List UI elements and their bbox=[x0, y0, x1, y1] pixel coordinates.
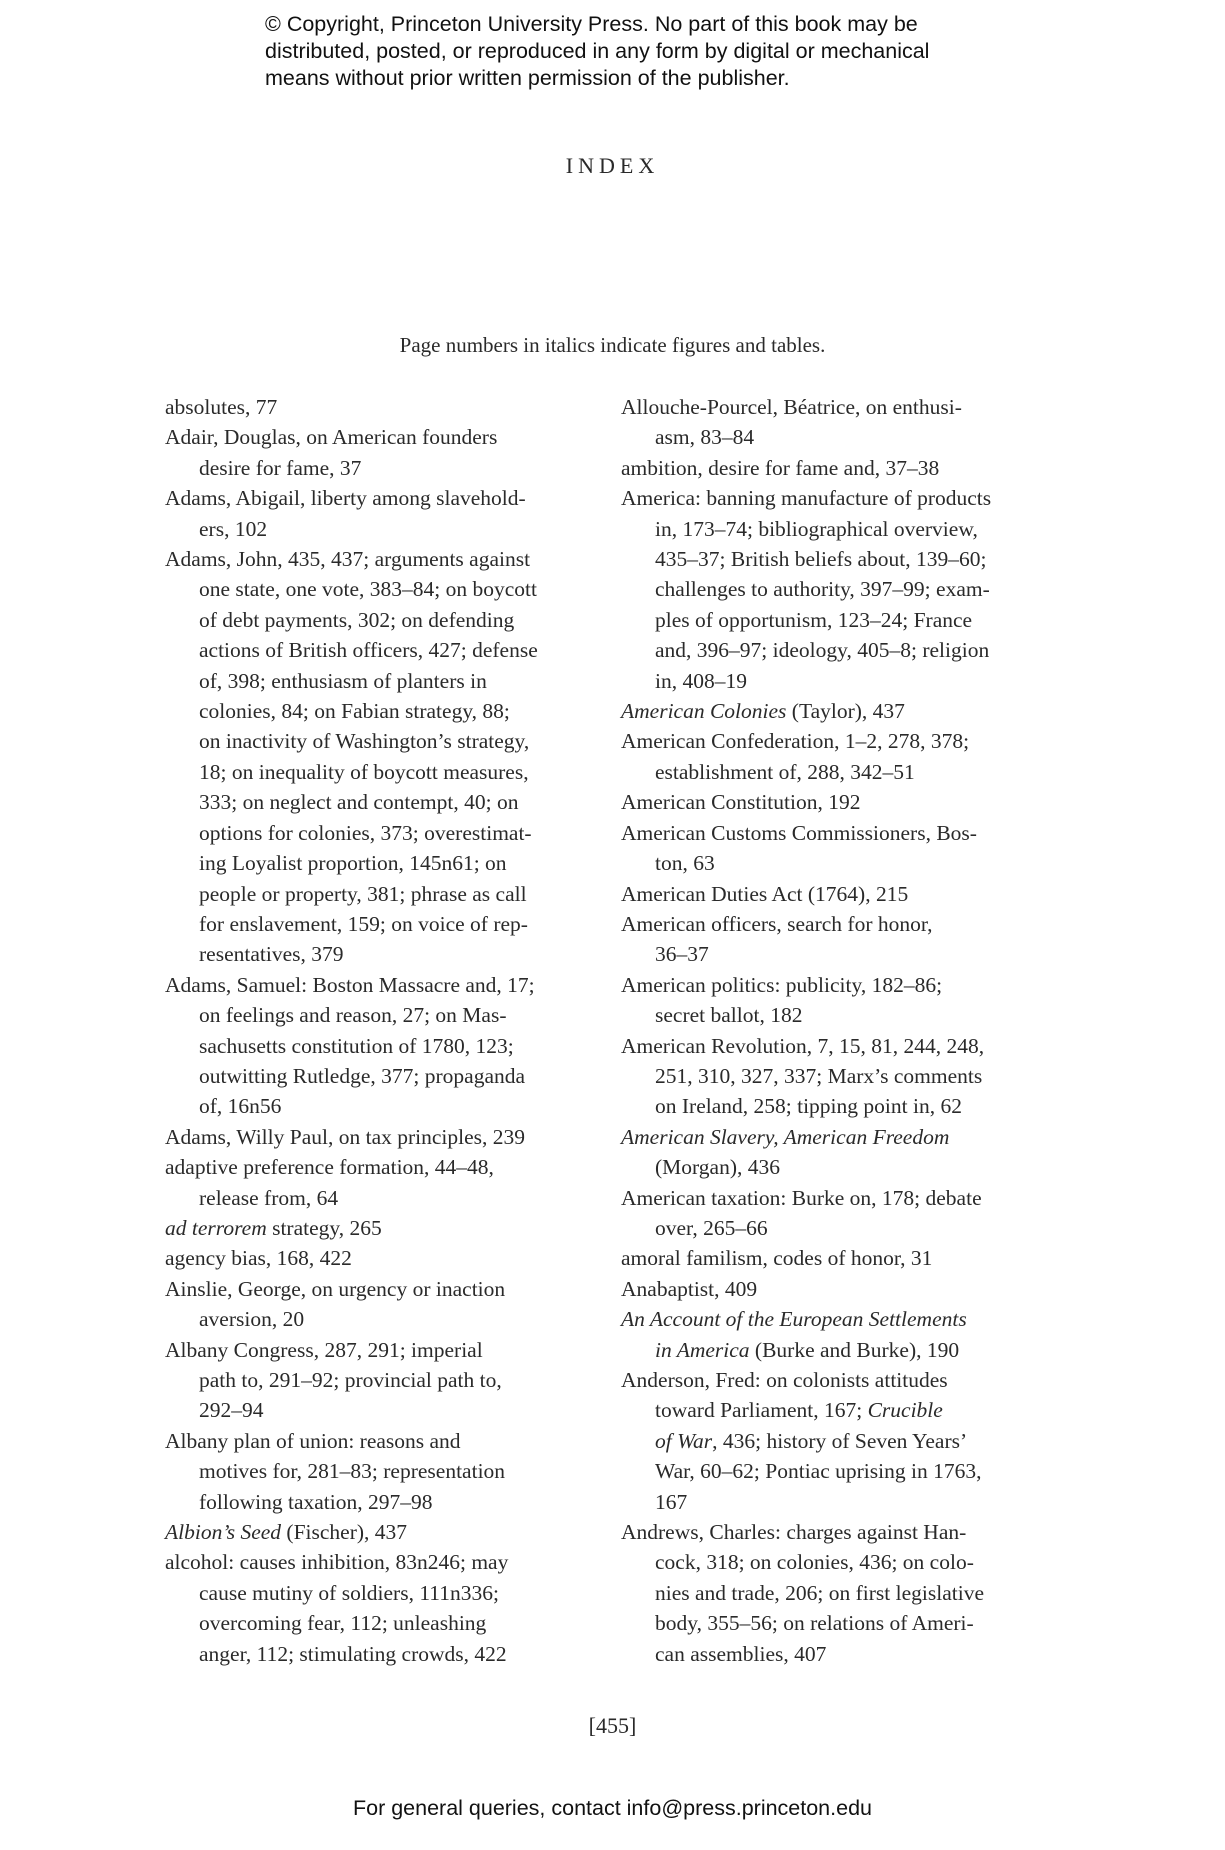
index-entry-text: establishment of, 288, 342–51 bbox=[655, 759, 915, 784]
index-entry-text: Andrews, Charles: charges against Han- bbox=[621, 1520, 967, 1545]
index-entry-line bbox=[165, 726, 585, 756]
index-entry-text: aversion, 20 bbox=[199, 1307, 305, 1332]
index-entry-line bbox=[165, 1000, 585, 1030]
index-entry-text: body, 355–56; on relations of Ameri- bbox=[655, 1611, 974, 1636]
index-entry-text: actions of British officers, 427; defense bbox=[199, 638, 538, 663]
index-entry-text: over, 265–66 bbox=[655, 1215, 768, 1240]
index-entry-line bbox=[621, 1243, 1051, 1273]
index-entry-line bbox=[165, 1487, 585, 1517]
index-entry-line bbox=[165, 1304, 585, 1334]
index-entry-line bbox=[621, 1608, 1051, 1638]
index-entry-text: asm, 83–84 bbox=[655, 425, 755, 450]
index-entry-text: colonies, 84; on Fabian strategy, 88; bbox=[199, 699, 510, 724]
index-entry-text: Anabaptist, 409 bbox=[621, 1276, 758, 1301]
index-entry-line bbox=[621, 787, 1051, 817]
index-entry-text: challenges to authority, 397–99; exam- bbox=[655, 577, 990, 602]
index-entry-line bbox=[621, 1335, 1051, 1365]
index-entry-text: in, 173–74; bibliographical overview, bbox=[655, 516, 978, 541]
index-entry-line bbox=[621, 422, 1051, 452]
index-entry-line bbox=[165, 696, 585, 726]
index-entry-text: on feelings and reason, 27; on Mas- bbox=[199, 1003, 507, 1028]
index-entry-text: on Ireland, 258; tipping point in, 62 bbox=[655, 1094, 962, 1119]
index-entry-title: of War bbox=[655, 1428, 713, 1453]
index-entry-text: of debt payments, 302; on defending bbox=[199, 607, 515, 632]
index-entry-line bbox=[165, 939, 585, 969]
index-entry-line bbox=[621, 666, 1051, 696]
index-entry-line bbox=[621, 1487, 1051, 1517]
index-entry-line bbox=[621, 1152, 1051, 1182]
index-entry-line bbox=[621, 514, 1051, 544]
index-entry-text: Ainslie, George, on urgency or inaction bbox=[165, 1276, 506, 1301]
index-entry-text: of, 398; enthusiasm of planters in bbox=[199, 668, 487, 693]
index-entry-title: American Colonies bbox=[621, 699, 787, 724]
index-entry-line bbox=[165, 422, 585, 452]
index-entry-text: outwitting Rutledge, 377; propaganda bbox=[199, 1063, 526, 1088]
index-entry-text: resentatives, 379 bbox=[199, 942, 344, 967]
index-entry-text: cock, 318; on colonies, 436; on colo- bbox=[655, 1550, 974, 1575]
index-entry-line bbox=[165, 1335, 585, 1365]
index-entry-text: Adams, Willy Paul, on tax principles, 239 bbox=[165, 1124, 526, 1149]
index-entry-title: Crucible bbox=[867, 1398, 943, 1423]
index-entry-text: options for colonies, 373; overestimat- bbox=[199, 820, 532, 845]
index-entry-text: can assemblies, 407 bbox=[655, 1641, 827, 1666]
index-entry-line bbox=[621, 757, 1051, 787]
index-entry-text: following taxation, 297–98 bbox=[199, 1489, 433, 1514]
index-entry-text: toward Parliament, 167; bbox=[655, 1398, 868, 1423]
index-entry-title: ad terrorem bbox=[165, 1215, 267, 1240]
index-entry-text: American Confederation, 1–2, 278, 378; bbox=[621, 729, 970, 754]
index-entry-text: 36–37 bbox=[655, 942, 709, 967]
index-entry-text: for enslavement, 159; on voice of rep- bbox=[199, 911, 528, 936]
index-entry-line bbox=[165, 1061, 585, 1091]
index-entry-line bbox=[621, 1639, 1051, 1669]
index-entry-line bbox=[165, 483, 585, 513]
page-number: [455] bbox=[588, 1713, 637, 1738]
index-entry-line bbox=[165, 605, 585, 635]
index-entry-text: Adair, Douglas, on American founders bbox=[165, 425, 498, 450]
index-entry-text: nies and trade, 206; on first legislative bbox=[655, 1580, 984, 1605]
index-entry-line bbox=[621, 605, 1051, 635]
index-entry-line bbox=[165, 757, 585, 787]
index-entry-text: Adams, Abigail, liberty among slavehold- bbox=[165, 486, 526, 511]
index-entry-text: American officers, search for honor, bbox=[621, 911, 933, 936]
index-column-right bbox=[621, 392, 1051, 1669]
index-entry-line bbox=[165, 1456, 585, 1486]
index-entry-text: sachusetts constitution of 1780, 123; bbox=[199, 1033, 514, 1058]
index-entry-line bbox=[165, 1395, 585, 1425]
index-entry-line bbox=[165, 909, 585, 939]
index-entry-line bbox=[165, 1608, 585, 1638]
index-entry-line bbox=[621, 1274, 1051, 1304]
copyright-notice bbox=[265, 11, 1025, 92]
index-column-left bbox=[165, 392, 585, 1669]
index-entry-text: 292–94 bbox=[199, 1398, 264, 1423]
index-entry-text: people or property, 381; phrase as call bbox=[199, 881, 527, 906]
index-entry-text: American taxation: Burke on, 178; debate bbox=[621, 1185, 982, 1210]
index-entry-text: War, 60–62; Pontiac uprising in 1763, bbox=[655, 1459, 982, 1484]
index-entry-line bbox=[621, 483, 1051, 513]
index-entry-line bbox=[165, 635, 585, 665]
index-entry-line bbox=[621, 544, 1051, 574]
index-entry-text: adaptive preference formation, 44–48, bbox=[165, 1155, 494, 1180]
index-entry-text: ambition, desire for fame and, 37–38 bbox=[621, 455, 940, 480]
copyright-line: distributed, posted, or reproduced in any form by digital or mechanical bbox=[265, 39, 930, 63]
copyright-line: means without prior written permission of the publisher. bbox=[265, 66, 790, 90]
index-entry-text: (Morgan), 436 bbox=[655, 1155, 781, 1180]
index-entry-line bbox=[165, 1426, 585, 1456]
index-entry-text: 18; on inequality of boycott measures, bbox=[199, 759, 529, 784]
index-entry-text: Adams, John, 435, 437; arguments against bbox=[165, 547, 531, 572]
index-entry-line bbox=[165, 544, 585, 574]
index-entry-line bbox=[621, 1578, 1051, 1608]
index-entry-line bbox=[621, 1304, 1051, 1334]
index-entry-line bbox=[165, 970, 585, 1000]
index-entry-text: absolutes, 77 bbox=[165, 395, 278, 419]
index-entry-line bbox=[621, 818, 1051, 848]
index-entry-text: and, 396–97; ideology, 405–8; religion bbox=[655, 638, 990, 663]
index-entry-line bbox=[621, 1091, 1051, 1121]
index-entry-text: release from, 64 bbox=[199, 1185, 339, 1210]
index-entry-text: 435–37; British beliefs about, 139–60; bbox=[655, 547, 987, 572]
index-entry-line bbox=[621, 696, 1051, 726]
index-entry-text: Adams, Samuel: Boston Massacre and, 17; bbox=[165, 972, 535, 997]
index-entry-line bbox=[621, 1031, 1051, 1061]
copyright-line: © Copyright, Princeton University Press. No part of this book may be bbox=[265, 12, 918, 36]
index-entry-text: ples of opportunism, 123–24; France bbox=[655, 607, 973, 632]
index-entry-text: cause mutiny of soldiers, 111n336; bbox=[199, 1580, 499, 1605]
index-entry-text: strategy, 265 bbox=[266, 1215, 382, 1240]
index-entry-line bbox=[621, 909, 1051, 939]
index-entry-line bbox=[621, 1456, 1051, 1486]
index-entry-line bbox=[621, 1426, 1051, 1456]
index-entry-text: (Burke and Burke), 190 bbox=[749, 1337, 960, 1362]
index-entry-line bbox=[165, 1122, 585, 1152]
index-entry-line bbox=[165, 1243, 585, 1273]
index-entry-text: ton, 63 bbox=[655, 851, 715, 876]
index-entry-text: desire for fame, 37 bbox=[199, 455, 362, 480]
index-entry-text: Allouche-Pourcel, Béatrice, on enthusi- bbox=[621, 395, 962, 419]
index-entry-line bbox=[165, 1365, 585, 1395]
index-entry-line bbox=[165, 787, 585, 817]
index-entry-line bbox=[621, 970, 1051, 1000]
index-entry-title: American Slavery, American Freedom bbox=[621, 1124, 950, 1149]
index-entry-line bbox=[165, 1152, 585, 1182]
index-entry-text: secret ballot, 182 bbox=[655, 1003, 803, 1028]
index-entry-line bbox=[165, 514, 585, 544]
index-entry-line bbox=[621, 635, 1051, 665]
index-entry-text: agency bias, 168, 422 bbox=[165, 1246, 352, 1271]
index-entry-line bbox=[165, 1031, 585, 1061]
index-entry-text: on inactivity of Washington’s strategy, bbox=[199, 729, 530, 754]
index-entry-line bbox=[165, 1578, 585, 1608]
index-entry-line bbox=[621, 879, 1051, 909]
index-entry-line bbox=[621, 848, 1051, 878]
index-entry-text: (Taylor), 437 bbox=[786, 699, 905, 724]
index-entry-line bbox=[621, 1183, 1051, 1213]
index-entry-line bbox=[165, 1547, 585, 1577]
index-entry-line bbox=[621, 1365, 1051, 1395]
index-entry-line bbox=[621, 939, 1051, 969]
index-entry-text: amoral familism, codes of honor, 31 bbox=[621, 1246, 933, 1271]
index-entry-text: in, 408–19 bbox=[655, 668, 747, 693]
index-entry-text: American politics: publicity, 182–86; bbox=[621, 972, 943, 997]
index-entry-line bbox=[621, 1547, 1051, 1577]
index-entry-text: anger, 112; stimulating crowds, 422 bbox=[199, 1641, 507, 1666]
index-entry-text: alcohol: causes inhibition, 83n246; may bbox=[165, 1550, 509, 1575]
index-entry-text: 333; on neglect and contempt, 40; on bbox=[199, 790, 519, 815]
index-entry-text: ers, 102 bbox=[199, 516, 268, 541]
index-entry-text: ing Loyalist proportion, 145n61; on bbox=[199, 851, 507, 876]
index-entry-text: 251, 310, 327, 337; Marx’s comments bbox=[655, 1063, 983, 1088]
index-entry-text: 167 bbox=[655, 1489, 688, 1514]
index-entry-text: of, 16n56 bbox=[199, 1094, 282, 1119]
index-entry-line bbox=[165, 392, 585, 422]
index-entry-text: Anderson, Fred: on colonists attitudes bbox=[621, 1368, 948, 1392]
index-entry-line bbox=[621, 1000, 1051, 1030]
index-entry-line bbox=[165, 574, 585, 604]
index-entry-line bbox=[165, 666, 585, 696]
index-entry-text: one state, one vote, 383–84; on boycott bbox=[199, 577, 537, 602]
index-entry-line bbox=[165, 848, 585, 878]
index-entry-line bbox=[165, 1274, 585, 1304]
index-entry-text: American Customs Commissioners, Bos- bbox=[621, 820, 977, 845]
index-note: Page numbers in italics indicate figures and tables. bbox=[399, 333, 826, 357]
index-entry-text: motives for, 281–83; representation bbox=[199, 1459, 506, 1484]
index-entry-line bbox=[621, 453, 1051, 483]
index-entry-line bbox=[165, 1517, 585, 1547]
index-entry-line bbox=[165, 1213, 585, 1243]
index-entry-line bbox=[621, 1061, 1051, 1091]
index-entry-text: American Revolution, 7, 15, 81, 244, 248, bbox=[621, 1033, 985, 1058]
index-entry-line bbox=[621, 1122, 1051, 1152]
index-entry-title: Albion’s Seed bbox=[165, 1520, 282, 1545]
index-entry-line bbox=[621, 392, 1051, 422]
index-entry-line bbox=[165, 1091, 585, 1121]
index-entry-line bbox=[621, 1517, 1051, 1547]
index-entry-line bbox=[621, 1213, 1051, 1243]
index-entry-line bbox=[621, 726, 1051, 756]
index-entry-text: (Fischer), 437 bbox=[281, 1520, 408, 1545]
index-entry-text: America: banning manufacture of products bbox=[621, 486, 992, 511]
index-entry-line bbox=[165, 818, 585, 848]
index-entry-text: American Duties Act (1764), 215 bbox=[621, 881, 909, 906]
footer-contact: For general queries, contact info@press.princeton.edu bbox=[352, 1796, 872, 1820]
index-entry-text: path to, 291–92; provincial path to, bbox=[199, 1368, 502, 1392]
index-entry-title: in America bbox=[655, 1337, 750, 1362]
index-entry-text: Albany plan of union: reasons and bbox=[165, 1428, 461, 1453]
page-title: INDEX bbox=[565, 153, 660, 178]
index-entry-line bbox=[621, 1395, 1051, 1425]
index-entry-title: An Account of the European Settlements bbox=[621, 1307, 967, 1332]
index-entry-text: Albany Congress, 287, 291; imperial bbox=[165, 1337, 483, 1362]
index-entry-line bbox=[165, 1639, 585, 1669]
index-entry-line bbox=[165, 1183, 585, 1213]
index-entry-line bbox=[165, 453, 585, 483]
index-entry-text: , 436; history of Seven Years’ bbox=[712, 1428, 968, 1453]
index-entry-text: overcoming fear, 112; unleashing bbox=[199, 1611, 487, 1636]
index-entry-text: American Constitution, 192 bbox=[621, 790, 861, 815]
index-entry-line bbox=[621, 574, 1051, 604]
index-entry-line bbox=[165, 879, 585, 909]
